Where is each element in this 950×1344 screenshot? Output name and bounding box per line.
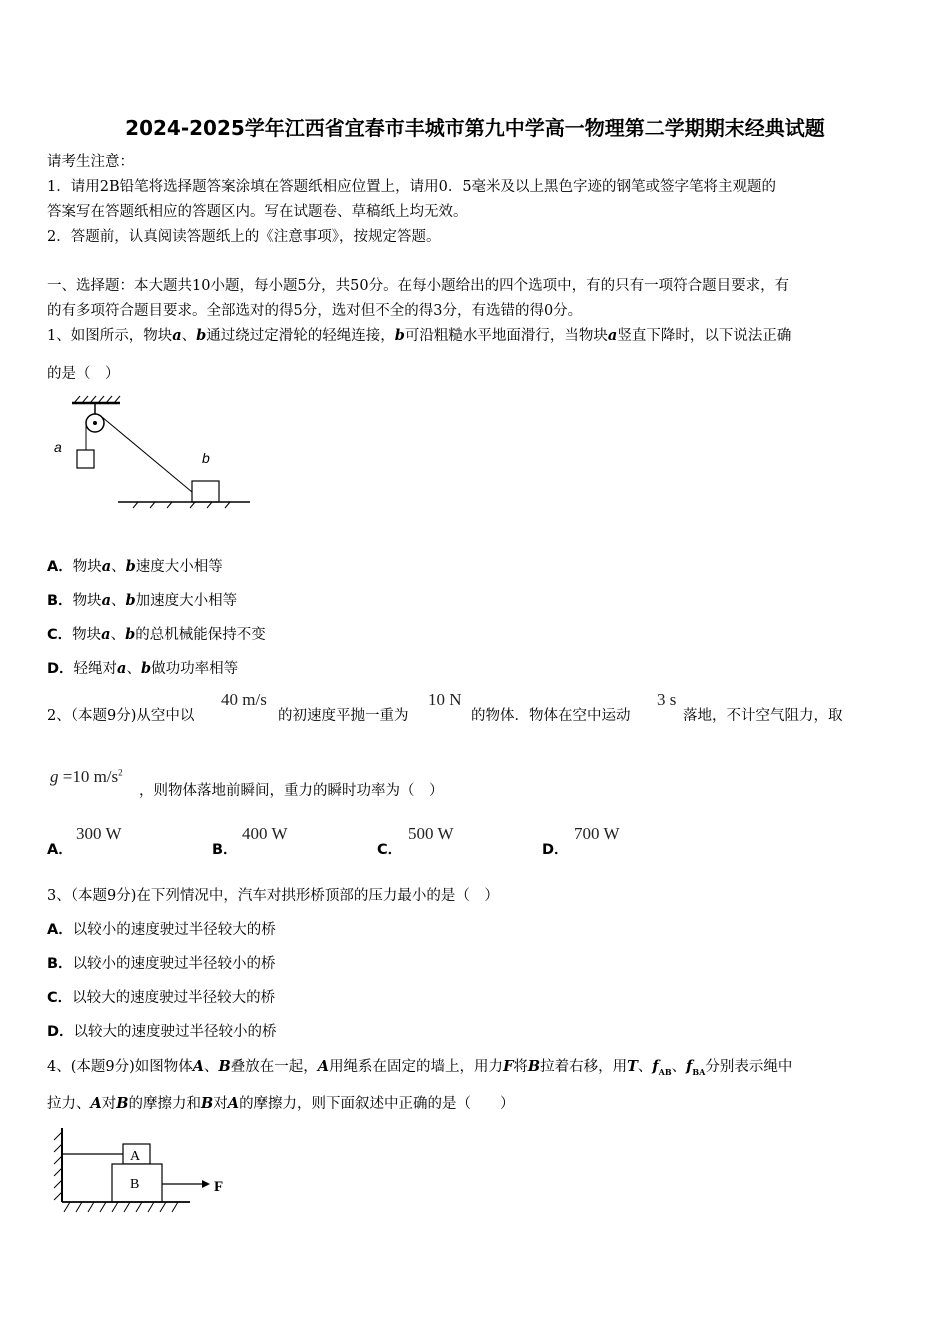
q4-stem-line-1: 4、(本题9分)如图物体A、B叠放在一起，A用绳系在固定的墙上，用力F将B拉着右移，用T、$f_{AB}$、$f_{BA}$分别表示绳中 [47, 1058, 793, 1077]
page-title: 2024-2025学年江西省宜春市丰城市第九中学高一物理第二学期期末经典试题 [125, 116, 825, 140]
rope-to-b [102, 417, 192, 492]
ground-hatch [133, 502, 230, 508]
q1-pulley-diagram [40, 390, 270, 520]
q2-gravity: g =10 $m/s^2$ [50, 767, 123, 786]
q3-stem: 3、（本题9分)在下列情况中，汽车对拱形桥顶部的压力最小的是（ ） [47, 888, 499, 904]
label-a: a [54, 439, 62, 455]
q2-stem-part-3: 的物体．物体在空中运动 [471, 708, 631, 724]
q3-option-d[interactable]: D．以较大的速度驶过半径较小的桥 [47, 1024, 277, 1040]
q3-option-b[interactable]: B．以较小的速度驶过半径较小的桥 [47, 956, 276, 972]
floor-hatch [64, 1202, 178, 1212]
label-F: F [214, 1179, 224, 1195]
section-heading-line-1: 一、选择题：本大题共10小题，每小题5分，共50分。在每小题给出的四个选项中，有的只有一项符合题目要求，有 [47, 278, 790, 294]
q2-stem-part-5: ，则物体落地前瞬间，重力的瞬时功率为（ ） [139, 783, 444, 799]
q2-option-b-value[interactable]: 400 W [242, 824, 288, 843]
q2-option-d-label[interactable]: D． [542, 842, 569, 858]
q4-stem-line-2: 拉力、A对B的摩擦力和B对A的摩擦力，则下面叙述中正确的是（ ） [47, 1095, 515, 1112]
notice-line-1b: 答案写在答题纸相应的答题区内。写在试题卷、草稿纸上均无效。 [47, 204, 468, 220]
pulley-axle [93, 421, 97, 425]
notice-heading: 请考生注意： [47, 154, 134, 170]
q1-option-a[interactable]: A．物块a、b速度大小相等 [47, 558, 223, 575]
q1-option-d[interactable]: D．轻绳对a、b做功功率相等 [47, 660, 239, 677]
q2-stem-part-2: 的初速度平抛一重为 [278, 708, 409, 724]
wall-hatch [54, 1132, 62, 1200]
q3-option-c[interactable]: C．以较大的速度驶过半径较大的桥 [47, 990, 276, 1006]
block-b [192, 481, 219, 502]
q2-option-a-label[interactable]: A． [47, 842, 73, 858]
q2-option-d-value[interactable]: 700 W [574, 824, 620, 843]
q2-stem-part-1: 2、（本题9分)从空中以 [47, 708, 195, 724]
block-a [77, 450, 94, 468]
q3-option-a[interactable]: A．以较小的速度驶过半径较大的桥 [47, 922, 276, 938]
q1-stem-line-2: 的是（ ） [47, 366, 120, 382]
label-A: A [130, 1149, 141, 1164]
arrow-head-icon [202, 1180, 210, 1188]
notice-line-1a: 1．请用2B铅笔将选择题答案涂填在答题纸相应位置上，请用0．5毫米及以上黑色字迹的钢笔或签字笔将主观题的 [47, 179, 777, 195]
q2-option-a-value[interactable]: 300 W [76, 824, 122, 843]
q2-velocity: 40 m/s [221, 690, 267, 709]
q2-time: 3 s [657, 690, 677, 709]
q2-weight: 10 N [428, 690, 462, 709]
q2-option-c-value[interactable]: 500 W [408, 824, 454, 843]
q2-option-c-label[interactable]: C． [377, 842, 403, 858]
label-b: b [202, 450, 210, 466]
q2-stem-part-4: 落地，不计空气阻力，取 [683, 708, 843, 724]
section-heading-line-2: 的有多项符合题目要求。全部选对的得5分，选对但不全的得3分，有选错的得0分。 [47, 303, 583, 319]
q1-option-b[interactable]: B．物块a、b加速度大小相等 [47, 592, 238, 609]
q1-stem-line-1: 1、如图所示，物块a、b通过绕过定滑轮的轻绳连接，b可沿粗糙水平地面滑行，当物块a竖直下降时，以下说法正确 [47, 327, 792, 344]
q4-block-diagram [40, 1120, 240, 1220]
notice-line-2: 2．答题前，认真阅读答题纸上的《注意事项》，按规定答题。 [47, 229, 441, 245]
q2-option-b-label[interactable]: B． [212, 842, 238, 858]
label-B: B [130, 1177, 140, 1192]
q1-option-c[interactable]: C．物块a、b的总机械能保持不变 [47, 626, 266, 643]
